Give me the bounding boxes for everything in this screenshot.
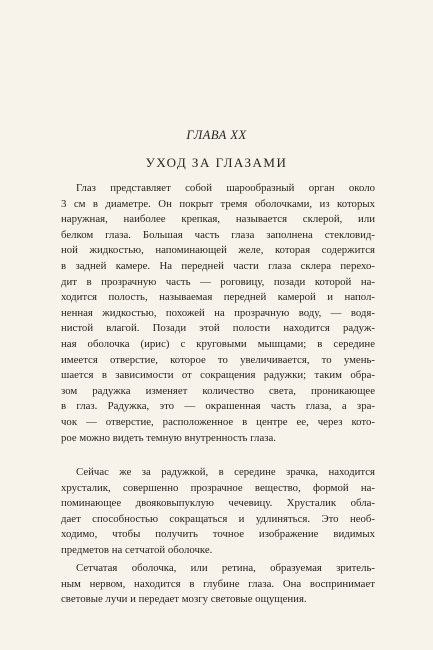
text-line: ходимо, чтобы получить точное изображение видимых <box>61 528 375 541</box>
text-line: дит в прозрачную часть — роговицу, позади которой на- <box>61 275 375 288</box>
text-line: 3 см в диаметре. Он покрыт тремя оболочками, из которых <box>61 197 375 210</box>
text-line: ходится полость, называемая передней камерой и напол- <box>61 291 375 304</box>
paragraph-retina <box>61 561 375 608</box>
text-line: предметов на сетчатой оболочке. <box>61 543 213 556</box>
text-line: нистой влагой. Позади этой полости находится радуж- <box>61 322 375 335</box>
text-line: ная оболочка (ирис) с круговыми мышцами; в середине <box>61 337 375 350</box>
text-line: поминающее двояковыпуклую чечевицу. Хрусталик обла- <box>61 497 375 510</box>
text-line: ной жидкостью, напоминающей желе, которая содержится <box>61 244 375 257</box>
text-line: Глаз представляет собой шарообразный орган около <box>76 182 375 194</box>
text-line: в глаз. Радужка, это — окрашенная часть глаза, а зра- <box>61 400 375 413</box>
text-line: ненная жидкостью, похожей на прозрачную воду, — водя- <box>61 306 375 319</box>
text-line: зом радужка изменяет количество света, проникающее <box>61 384 375 397</box>
text-line: имеется отверстие, которое то увеличивается, то умень- <box>61 353 375 366</box>
paragraph-eye-anatomy <box>61 181 375 446</box>
chapter-number: ГЛАВА XX <box>186 128 247 142</box>
text-line: в задней камере. На передней части глаза склера перехо- <box>61 259 375 272</box>
text-line: чок — отверстие, расположенное в центре ее, через кото- <box>61 415 375 428</box>
text-line: дает способностью сокращаться и удлиняться. Это необ- <box>61 512 375 525</box>
text-line: световые лучи и передает мозгу световые ощущения. <box>61 593 307 606</box>
text-line: рое можно видеть темную внутренность глаза. <box>61 431 276 444</box>
text-line: ным нервом, находится в глубине глаза. Она воспринимает <box>61 577 375 590</box>
text-line: Сейчас же за радужкой, в середине зрачка, находится <box>76 466 375 478</box>
text-line: Сетчатая оболочка, или ретина, образуемая зритель- <box>76 562 375 574</box>
text-line: наружная, наиболее крепкая, называется склерой, или <box>61 213 375 226</box>
chapter-title: УХОД ЗА ГЛАЗАМИ <box>145 155 288 170</box>
text-line: шается в зависимости от сокращения радужки; таким обра- <box>61 369 375 382</box>
text-line: белком глаза. Большая часть глаза заполнена стекловид- <box>61 228 375 241</box>
paragraph-lens <box>61 465 375 559</box>
text-line: хрусталик, совершенно прозрачное вещество, формой на- <box>61 481 375 494</box>
